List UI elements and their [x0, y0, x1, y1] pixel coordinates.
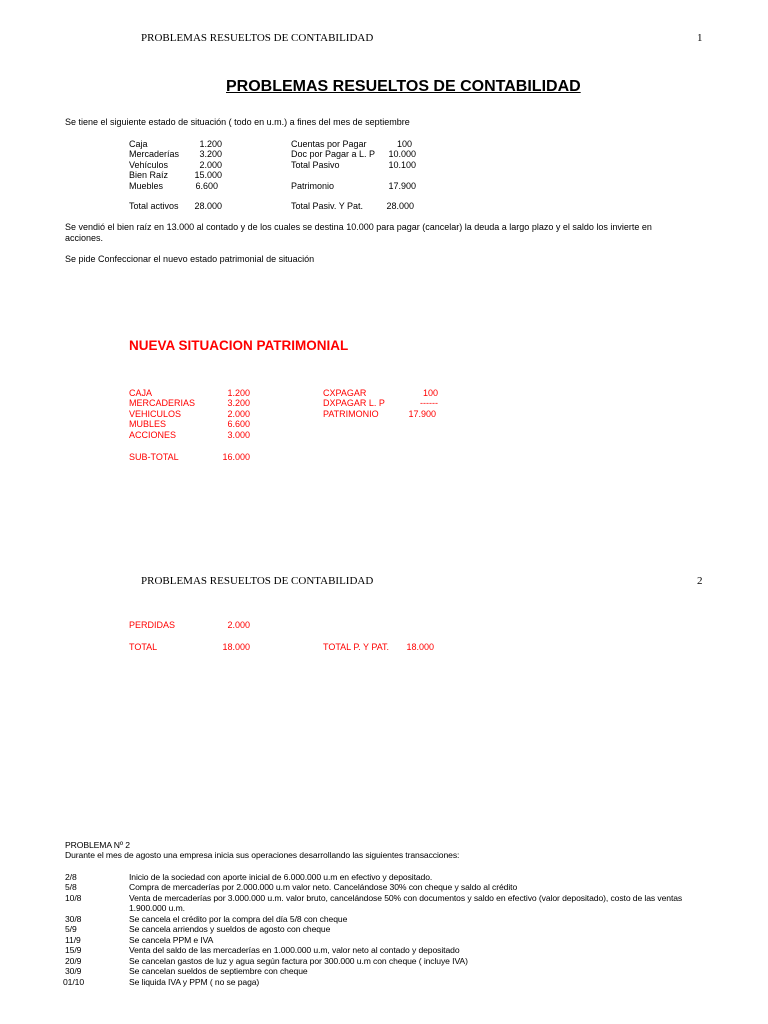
transaction-text: Se cancela arriendos y sueldos de agosto con cheque: [129, 924, 331, 934]
transaction-text: Se liquida IVA y PPM ( no se paga): [129, 977, 260, 987]
liability-label: Cuentas por Pagar: [291, 139, 367, 149]
transaction-date: 01/10: [63, 977, 85, 987]
new-situation-title: NUEVA SITUACION PATRIMONIAL: [129, 338, 349, 353]
new-asset-value: 2.000: [227, 409, 250, 419]
new-liability-label: CXPAGAR: [323, 388, 367, 398]
statement-text: Se vendió el bien raíz en 13.000 al contado y de los cuales se destina 10.000 para pagar (cancelar) la deuda a largo plazo y el saldo los invierte en acciones.: [65, 222, 652, 243]
page-number: 2: [697, 575, 703, 587]
liability-value: 10.000: [388, 149, 416, 159]
new-asset-value: 3.200: [227, 398, 250, 408]
total-value: 18.000: [222, 642, 250, 652]
transaction-date: 2/8: [65, 872, 77, 882]
total-pyp-value: 18.000: [406, 642, 434, 652]
new-asset-label: CAJA: [129, 388, 153, 398]
assets-total-label: Total activos: [129, 201, 179, 211]
asset-label: Bien Raíz: [129, 170, 169, 180]
liability-label: Total Pasivo: [291, 160, 340, 170]
running-header: PROBLEMAS RESUELTOS DE CONTABILIDAD: [141, 32, 374, 44]
total-label: TOTAL: [129, 642, 158, 652]
new-asset-label: MUBLES: [129, 419, 167, 429]
new-liability-label: PATRIMONIO: [323, 409, 379, 419]
asset-value: 15.000: [194, 170, 222, 180]
equity-value: 17.900: [388, 181, 416, 191]
subtotal-value: 16.000: [222, 452, 250, 462]
new-asset-label: ACCIONES: [129, 430, 177, 440]
transaction-text: Venta de mercaderías por 3.000.000 u.m. valor bruto, cancelándose 50% con documentos y saldo en efectivo (valor depositado), costo de las ventas 1.900.000 u.m.: [129, 893, 683, 913]
asset-label: Caja: [129, 139, 148, 149]
losses-value: 2.000: [227, 620, 250, 630]
total-pyp-label: TOTAL P. Y PAT.: [323, 642, 390, 652]
transaction-date: 10/8: [65, 893, 82, 903]
problem-title: PROBLEMA Nº 2: [65, 840, 130, 850]
transaction-date: 30/8: [65, 914, 82, 924]
new-liability-value: 100: [422, 388, 438, 398]
transaction-text: Se cancela el crédito por la compra del día 5/8 con cheque: [129, 914, 348, 924]
equity-label: Patrimonio: [291, 181, 335, 191]
transaction-text: Inicio de la sociedad con aporte inicial de 6.000.000 u.m en efectivo y depositado.: [129, 872, 433, 882]
transaction-date: 5/9: [65, 924, 77, 934]
transaction-text: Se cancelan sueldos de septiembre con cheque: [129, 966, 308, 976]
transaction-date: 20/9: [65, 956, 82, 966]
transaction-text: Se cancela PPM e IVA: [129, 935, 214, 945]
new-asset-value: 6.600: [227, 419, 250, 429]
new-liability-value: 17.900: [408, 409, 436, 419]
liability-value: 10.100: [388, 160, 416, 170]
transaction-date: 30/9: [65, 966, 82, 976]
liability-label: Doc por Pagar a L. P: [291, 149, 376, 159]
page-number: 1: [697, 32, 703, 44]
asset-label: Muebles: [129, 181, 164, 191]
assets-total-value: 28.000: [194, 201, 222, 211]
subtotal-label: SUB-TOTAL: [129, 452, 179, 462]
asset-value: 6.600: [195, 181, 218, 191]
transaction-date: 5/8: [65, 882, 77, 892]
intro-text: Se tiene el siguiente estado de situación ( todo en u.m.) a fines del mes de septiembre: [65, 117, 410, 127]
new-asset-value: 1.200: [227, 388, 250, 398]
request-text: Se pide Confeccionar el nuevo estado patrimonial de situación: [65, 254, 315, 264]
running-header: PROBLEMAS RESUELTOS DE CONTABILIDAD: [141, 575, 374, 587]
asset-label: Vehículos: [129, 160, 169, 170]
transaction-text: Se cancelan gastos de luz y agua según factura por 300.000 u.m con cheque ( incluye IVA): [129, 956, 468, 966]
page-title: PROBLEMAS RESUELTOS DE CONTABILIDAD: [226, 78, 581, 95]
transaction-text: Venta del saldo de las mercaderías en 1.000.000 u.m, valor neto al contado y depositado: [129, 945, 460, 955]
asset-label: Mercaderías: [129, 149, 180, 159]
new-asset-label: VEHICULOS: [129, 409, 182, 419]
liability-value: 100: [396, 139, 412, 149]
transaction-date: 11/9: [65, 935, 81, 945]
problem-intro: Durante el mes de agosto una empresa inicia sus operaciones desarrollando las siguientes transacciones:: [65, 850, 460, 860]
new-liability-label: DXPAGAR L. P: [323, 398, 385, 408]
new-asset-label: MERCADERIAS: [129, 398, 196, 408]
new-asset-value: 3.000: [227, 430, 250, 440]
new-liability-value: ------: [420, 398, 438, 408]
asset-value: 2.000: [199, 160, 222, 170]
transaction-date: 15/9: [65, 945, 82, 955]
losses-label: PERDIDAS: [129, 620, 176, 630]
asset-value: 3.200: [199, 149, 222, 159]
asset-value: 1.200: [199, 139, 222, 149]
liabilities-total-label: Total Pasiv. Y Pat.: [291, 201, 364, 211]
transaction-text: Compra de mercaderías por 2.000.000 u.m valor neto. Cancelándose 30% con cheque y saldo al crédito: [129, 882, 518, 892]
liabilities-total-value: 28.000: [386, 201, 414, 211]
